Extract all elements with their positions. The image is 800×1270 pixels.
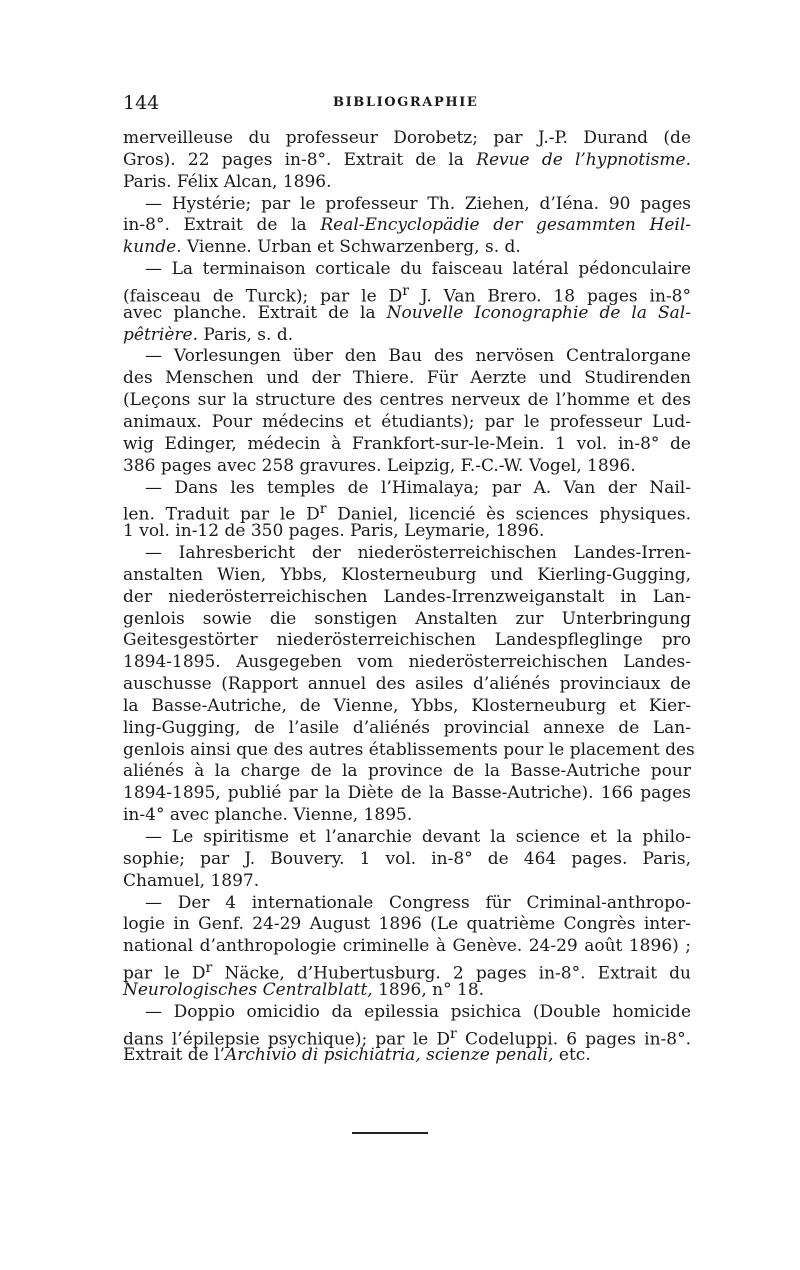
text-line: — Dans les temples de l’Himalaya; par A. Van der Nail- [145,477,691,498]
text-line: in-4° avec planche. Vienne, 1895. [123,805,413,826]
text-line: la Basse-Autriche, de Vienne, Ybbs, Klosterneuburg et Kier- [123,695,691,716]
text-line: dans l’épilepsie psychique); par le $D^r$ Codeluppi. 6 pages in-8°. [123,1025,691,1050]
section-divider-rule [352,1132,428,1134]
text-line: — Doppio omicidio da epilessia psichica (Double homicide [145,1001,691,1022]
text-line: 1894-1895, publié par la Diète de la Basse-Autriche). 166 pages [123,783,691,804]
text-line: auschusse (Rapport annuel des asiles d’aliénés provinciaux de [123,674,691,695]
text-line: der niederösterreichischen Landes-Irrenzweiganstalt in Lan- [123,586,691,607]
text-line: genlois ainsi que des autres établissements pour le placement des [123,739,695,760]
text-line: pêtrière. Paris, s. d. [123,324,294,345]
text-line: 1 vol. in-12 de 350 pages. Paris, Leymarie, 1896. [123,521,545,542]
text-line: Chamuel, 1897. [123,870,260,891]
text-line: merveilleuse du professeur Dorobetz; par J.-P. Durand (de [123,128,691,148]
text-line: national d’anthropologie criminelle à Genève. 24-29 août 1896) ; [123,936,691,957]
text-line: (faisceau de Turck); par le $D^r$ J. Van Brero. 18 pages in-8° [123,282,691,307]
page-number: 144 [123,92,160,114]
text-line: sophie; par J. Bouvery. 1 vol. in-8° de 464 pages. Paris, [123,848,691,869]
text-line: 1894-1895. Ausgegeben vom niederösterreichischen Landes- [123,652,691,673]
text-line: len. Traduit par le $D^r$ Daniel, licencié ès sciences physiques. [123,501,691,525]
text-line: genlois sowie die sonstigen Anstalten zur Unterbringung [123,608,691,629]
text-line: logie in Genf. 24-29 August 1896 (Le quatrième Congrès inter- [123,914,691,935]
text-line: des Menschen und der Thiere. Für Aerzte und Studirenden [123,368,691,389]
text-line: Gros). 22 pages in-8°. Extrait de la Revue de l’hypnotisme. [123,149,691,170]
text-line: Geitesgestörter niederösterreichischen Landespfleglinge pro [123,630,691,651]
text-line: aliénés à la charge de la province de la Basse-Autriche pour [123,761,691,782]
running-title: BIBLIOGRAPHIE [333,95,479,110]
text-line: Extrait de l’Archivio di psichiatria, scienze penali, etc. [123,1045,591,1066]
bibliography-text [123,128,695,1067]
text-line: kunde. Vienne. Urban et Schwarzenberg, s. d. [123,237,521,258]
text-line: Paris. Félix Alcan, 1896. [123,171,332,192]
text-line: — Le spiritisme et l’anarchie devant la science et la philo- [145,827,691,847]
text-line: — Der 4 internationale Congress für Criminal-anthropo- [145,892,691,913]
text-line: avec planche. Extrait de la Nouvelle Iconographie de la Sal- [123,302,691,323]
text-line: wig Edinger, médecin à Frankfort-sur-le-Mein. 1 vol. in-8° de [123,433,691,454]
text-line: — Iahresbericht der niederösterreichischen Landes-Irren- [145,543,691,564]
text-line: anstalten Wien, Ybbs, Klosterneuburg und Kierling-Gugging, [123,564,691,585]
text-line: in-8°. Extrait de la Real-Encyclopädie der gesammten Heil- [123,215,692,236]
text-line: par le $D^r$ Näcke, d’Hubertusburg. 2 pages in-8°. Extrait du [123,960,691,984]
text-line: ling-Gugging, de l’asile d’aliénés provincial annexe de Lan- [123,717,691,738]
text-line: (Leçons sur la structure des centres nerveux de l’homme et des [123,390,691,411]
page-header [123,92,691,118]
text-line: 386 pages avec 258 gravures. Leipzig, F.-C.-W. Vogel, 1896. [123,455,636,476]
text-line: — Vorlesungen über den Bau des nervösen Centralorgane [145,346,691,367]
text-line: Neurologisches Centralblatt, 1896, n° 18. [123,979,485,1000]
text-line: animaux. Pour médecins et étudiants); par le professeur Lud- [123,411,691,432]
text-line: — Hystérie; par le professeur Th. Ziehen, d’Iéna. 90 pages [145,193,691,214]
text-line: — La terminaison corticale du faisceau latéral pédonculaire [145,259,691,280]
